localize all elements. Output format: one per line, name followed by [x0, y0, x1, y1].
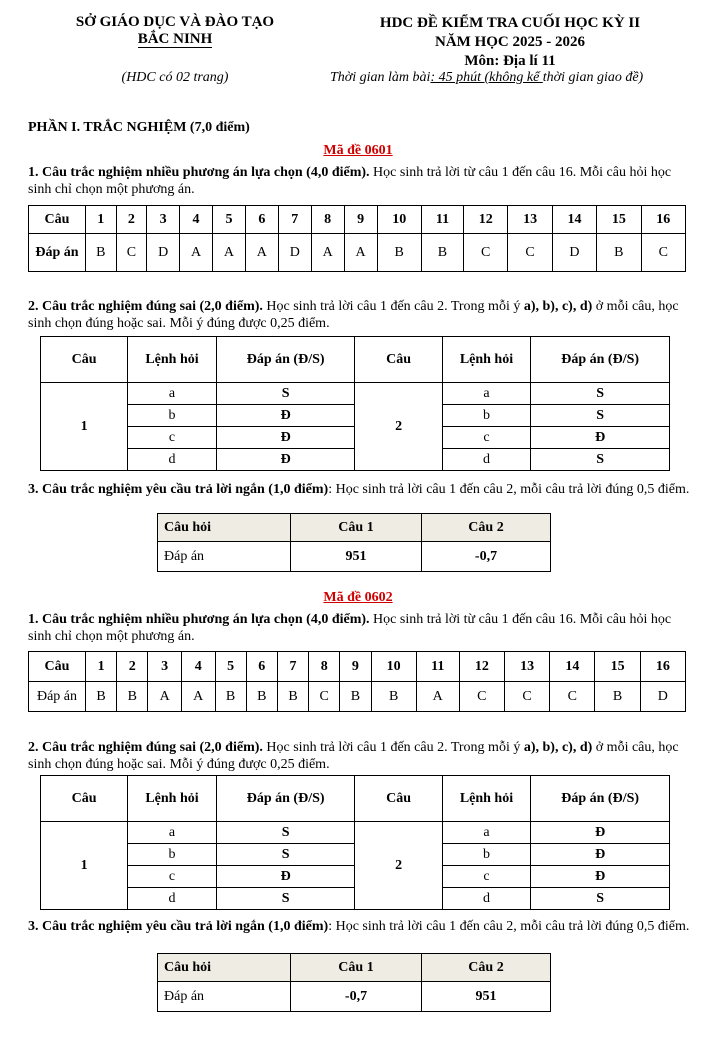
tf-item: b [442, 844, 531, 866]
mc-a-3: D [147, 234, 180, 272]
sa-h-q2: Câu 2 [422, 514, 551, 542]
mc-q-12: 12 [464, 206, 508, 234]
tf-item: c [128, 427, 217, 449]
mc-answer-table-0602 [28, 651, 686, 712]
mc-q-14: 14 [550, 652, 595, 682]
sa-row-label: Đáp án [158, 982, 291, 1012]
mc-a-2: B [117, 682, 148, 712]
mc-q-12: 12 [459, 652, 504, 682]
tf-ans-1c: Đ [216, 427, 355, 449]
mc-a-11: B [421, 234, 463, 272]
sa-ans-1: 951 [291, 542, 422, 572]
tf-item: d [128, 449, 217, 471]
mc-q-11: 11 [416, 652, 459, 682]
tf-h-cau-2: Câu [355, 776, 442, 822]
mc-q-4: 4 [180, 206, 213, 234]
mc-instruction-0602 [28, 611, 688, 645]
sa-answer-table-0601 [157, 513, 551, 572]
tf-title: 2. Câu trắc nghiệm đúng sai (2,0 điểm). [28, 740, 263, 755]
tf-ans-2b: Đ [531, 844, 670, 866]
tf-ans-2a: S [531, 383, 670, 405]
mc-a-4: A [180, 234, 213, 272]
tf-item: b [442, 405, 531, 427]
mc-q-8: 8 [309, 652, 340, 682]
sa-instruction-0602 [28, 918, 693, 935]
tf-item: a [128, 822, 217, 844]
sa-row-label: Đáp án [158, 542, 291, 572]
mc-q-6: 6 [245, 206, 278, 234]
sa-h-label: Câu hỏi [158, 514, 291, 542]
mc-q-16: 16 [640, 652, 685, 682]
mc-instruction-0601 [28, 164, 688, 198]
tf-q-2: 2 [355, 822, 442, 910]
org-line-2: BẮC NINH [137, 31, 213, 47]
mc-q-9: 9 [344, 206, 377, 234]
mc-q-16: 16 [641, 206, 685, 234]
exam-code-0601: Mã đề 0601 [323, 143, 393, 158]
sa-h-q1: Câu 1 [291, 514, 422, 542]
mc-a-1: B [86, 682, 117, 712]
tf-item: b [128, 405, 217, 427]
sa-ans-1: -0,7 [291, 982, 422, 1012]
tf-h-cau-2: Câu [355, 337, 442, 383]
mc-a-12: C [464, 234, 508, 272]
mc-a-16: D [640, 682, 685, 712]
org-line-1: SỞ GIÁO DỤC VÀ ĐÀO TẠO [75, 14, 275, 30]
title-line-2: NĂM HỌC 2025 - 2026 [435, 34, 585, 50]
tf-instruction-0602 [28, 739, 693, 773]
sa-text: : Học sinh trả lời câu 1 đến câu 2, mỗi câu trả lời đúng 0,5 điểm. [328, 482, 690, 497]
mc-a-9: B [340, 682, 371, 712]
tf-h-lenh-2: Lệnh hỏi [442, 776, 531, 822]
tf-ans-2a: Đ [531, 822, 670, 844]
mc-q-10: 10 [377, 206, 421, 234]
mc-a-4: A [181, 682, 215, 712]
time-prefix: Thời gian làm bài [330, 70, 431, 85]
mc-q-4: 4 [181, 652, 215, 682]
tf-title: 2. Câu trắc nghiệm đúng sai (2,0 điểm). [28, 299, 263, 314]
tf-q-1: 1 [41, 822, 128, 910]
tf-h-cau-1: Câu [41, 776, 128, 822]
tf-ans-2d: S [531, 449, 670, 471]
tf-text-1: Học sinh trả lời câu 1 đến câu 2. Trong mỗi ý [262, 299, 524, 314]
mc-q-1: 1 [86, 206, 117, 234]
mc-a-12: C [459, 682, 504, 712]
tf-text-2: ở mỗi câu, học sinh chọn đúng hoặc sai. Mỗi ý đúng được 0,25 điểm. [28, 299, 679, 331]
mc-title: 1. Câu trắc nghiệm nhiều phương án lựa chọn (4,0 điểm). [28, 612, 370, 627]
tf-ans-1d: Đ [216, 449, 355, 471]
tf-ans-2b: S [531, 405, 670, 427]
mc-a-14: C [550, 682, 595, 712]
tf-h-lenh-1: Lệnh hỏi [128, 776, 217, 822]
tf-ans-2c: Đ [531, 866, 670, 888]
time-suffix: thời gian giao đề) [542, 70, 644, 85]
tf-item: a [128, 383, 217, 405]
sa-h-q2: Câu 2 [422, 954, 551, 982]
tf-text-1: Học sinh trả lời câu 1 đến câu 2. Trong mỗi ý [262, 740, 524, 755]
mc-q-15: 15 [597, 206, 641, 234]
mc-text: Học sinh trả lời từ câu 1 đến câu 16. Mỗi câu hỏi học sinh chỉ chọn một phương án. [28, 612, 672, 644]
time-note [330, 70, 700, 86]
sa-h-label: Câu hỏi [158, 954, 291, 982]
mc-header-label: Câu [29, 206, 86, 234]
mc-a-10: B [371, 682, 416, 712]
tf-h-dapan-2: Đáp án (Đ/S) [531, 337, 670, 383]
mc-title: 1. Câu trắc nghiệm nhiều phương án lựa chọn (4,0 điểm). [28, 165, 370, 180]
tf-item: d [442, 449, 531, 471]
tf-ans-1a: S [216, 383, 355, 405]
tf-ans-1b: Đ [216, 405, 355, 427]
mc-a-14: D [552, 234, 596, 272]
mc-answer-table-0601 [28, 205, 686, 272]
tf-item: a [442, 822, 531, 844]
mc-a-13: C [504, 682, 549, 712]
sa-answer-table-0602 [157, 953, 551, 1012]
tf-item: c [442, 866, 531, 888]
mc-a-8: A [311, 234, 344, 272]
tf-ans-2d: S [531, 888, 670, 910]
tf-item: c [442, 427, 531, 449]
sa-ans-2: 951 [422, 982, 551, 1012]
mc-a-10: B [377, 234, 421, 272]
mc-q-13: 13 [508, 206, 552, 234]
mc-q-10: 10 [371, 652, 416, 682]
mc-q-2: 2 [116, 206, 147, 234]
mc-text: Học sinh trả lời từ câu 1 đến câu 16. Mỗi câu hỏi học sinh chỉ chọn một phương án. [28, 165, 672, 197]
mc-a-8: C [309, 682, 340, 712]
mc-a-15: B [597, 234, 641, 272]
mc-header-label: Câu [29, 652, 86, 682]
tf-answer-table-0602 [40, 775, 670, 910]
tf-ans-1c: Đ [216, 866, 355, 888]
pages-note: (HDC có 02 trang) [121, 70, 229, 85]
tf-q-1: 1 [41, 383, 128, 471]
mc-a-2: C [116, 234, 147, 272]
tf-item: a [442, 383, 531, 405]
time-value: : 45 phút (không kể [430, 70, 543, 85]
mc-q-15: 15 [595, 652, 640, 682]
mc-a-11: A [416, 682, 459, 712]
tf-h-cau-1: Câu [41, 337, 128, 383]
mc-a-15: B [595, 682, 640, 712]
tf-h-dapan-1: Đáp án (Đ/S) [216, 337, 355, 383]
mc-q-2: 2 [117, 652, 148, 682]
mc-answer-label: Đáp án [29, 682, 86, 712]
org-name [30, 14, 320, 48]
mc-a-13: C [508, 234, 552, 272]
subject: Môn: Địa lí 11 [464, 53, 556, 69]
sa-instruction-0601 [28, 481, 693, 498]
mc-q-6: 6 [246, 652, 277, 682]
sa-h-q1: Câu 1 [291, 954, 422, 982]
tf-parts: a), b), c), d) [523, 740, 593, 755]
mc-q-13: 13 [504, 652, 549, 682]
tf-item: d [128, 888, 217, 910]
mc-a-9: A [344, 234, 377, 272]
tf-q-2: 2 [355, 383, 442, 471]
tf-h-dapan-1: Đáp án (Đ/S) [216, 776, 355, 822]
tf-ans-1b: S [216, 844, 355, 866]
tf-ans-1d: S [216, 888, 355, 910]
mc-q-3: 3 [147, 206, 180, 234]
tf-ans-2c: Đ [531, 427, 670, 449]
tf-item: d [442, 888, 531, 910]
sa-text: : Học sinh trả lời câu 1 đến câu 2, mỗi câu trả lời đúng 0,5 điểm. [328, 919, 690, 934]
mc-a-3: A [148, 682, 182, 712]
doc-title [330, 14, 690, 71]
tf-ans-1a: S [216, 822, 355, 844]
mc-q-11: 11 [421, 206, 463, 234]
sa-ans-2: -0,7 [422, 542, 551, 572]
mc-q-5: 5 [215, 652, 246, 682]
mc-q-5: 5 [213, 206, 246, 234]
tf-h-dapan-2: Đáp án (Đ/S) [531, 776, 670, 822]
sa-title: 3. Câu trắc nghiệm yêu cầu trả lời ngắn (1,0 điểm) [28, 482, 329, 497]
mc-a-7: D [278, 234, 311, 272]
mc-q-14: 14 [552, 206, 596, 234]
mc-a-6: B [246, 682, 277, 712]
mc-a-7: B [277, 682, 308, 712]
mc-a-6: A [245, 234, 278, 272]
mc-q-7: 7 [278, 206, 311, 234]
part1-title: PHẦN I. TRẮC NGHIỆM (7,0 điểm) [28, 120, 250, 135]
mc-a-1: B [86, 234, 117, 272]
mc-a-5: A [213, 234, 246, 272]
mc-q-8: 8 [311, 206, 344, 234]
title-line-1: HDC ĐỀ KIỂM TRA CUỐI HỌC KỲ II [379, 15, 641, 31]
mc-q-7: 7 [277, 652, 308, 682]
sa-title: 3. Câu trắc nghiệm yêu cầu trả lời ngắn (1,0 điểm) [28, 919, 329, 934]
tf-h-lenh-1: Lệnh hỏi [128, 337, 217, 383]
tf-parts: a), b), c), d) [523, 299, 593, 314]
tf-h-lenh-2: Lệnh hỏi [442, 337, 531, 383]
tf-item: b [128, 844, 217, 866]
tf-text-2: ở mỗi câu, học sinh chọn đúng hoặc sai. Mỗi ý đúng được 0,25 điểm. [28, 740, 679, 772]
mc-q-3: 3 [148, 652, 182, 682]
tf-answer-table-0601 [40, 336, 670, 471]
mc-q-9: 9 [340, 652, 371, 682]
exam-code-0602: Mã đề 0602 [323, 590, 393, 605]
mc-answer-label: Đáp án [29, 234, 86, 272]
mc-a-5: B [215, 682, 246, 712]
tf-item: c [128, 866, 217, 888]
tf-instruction-0601 [28, 298, 693, 332]
mc-a-16: C [641, 234, 685, 272]
mc-q-1: 1 [86, 652, 117, 682]
